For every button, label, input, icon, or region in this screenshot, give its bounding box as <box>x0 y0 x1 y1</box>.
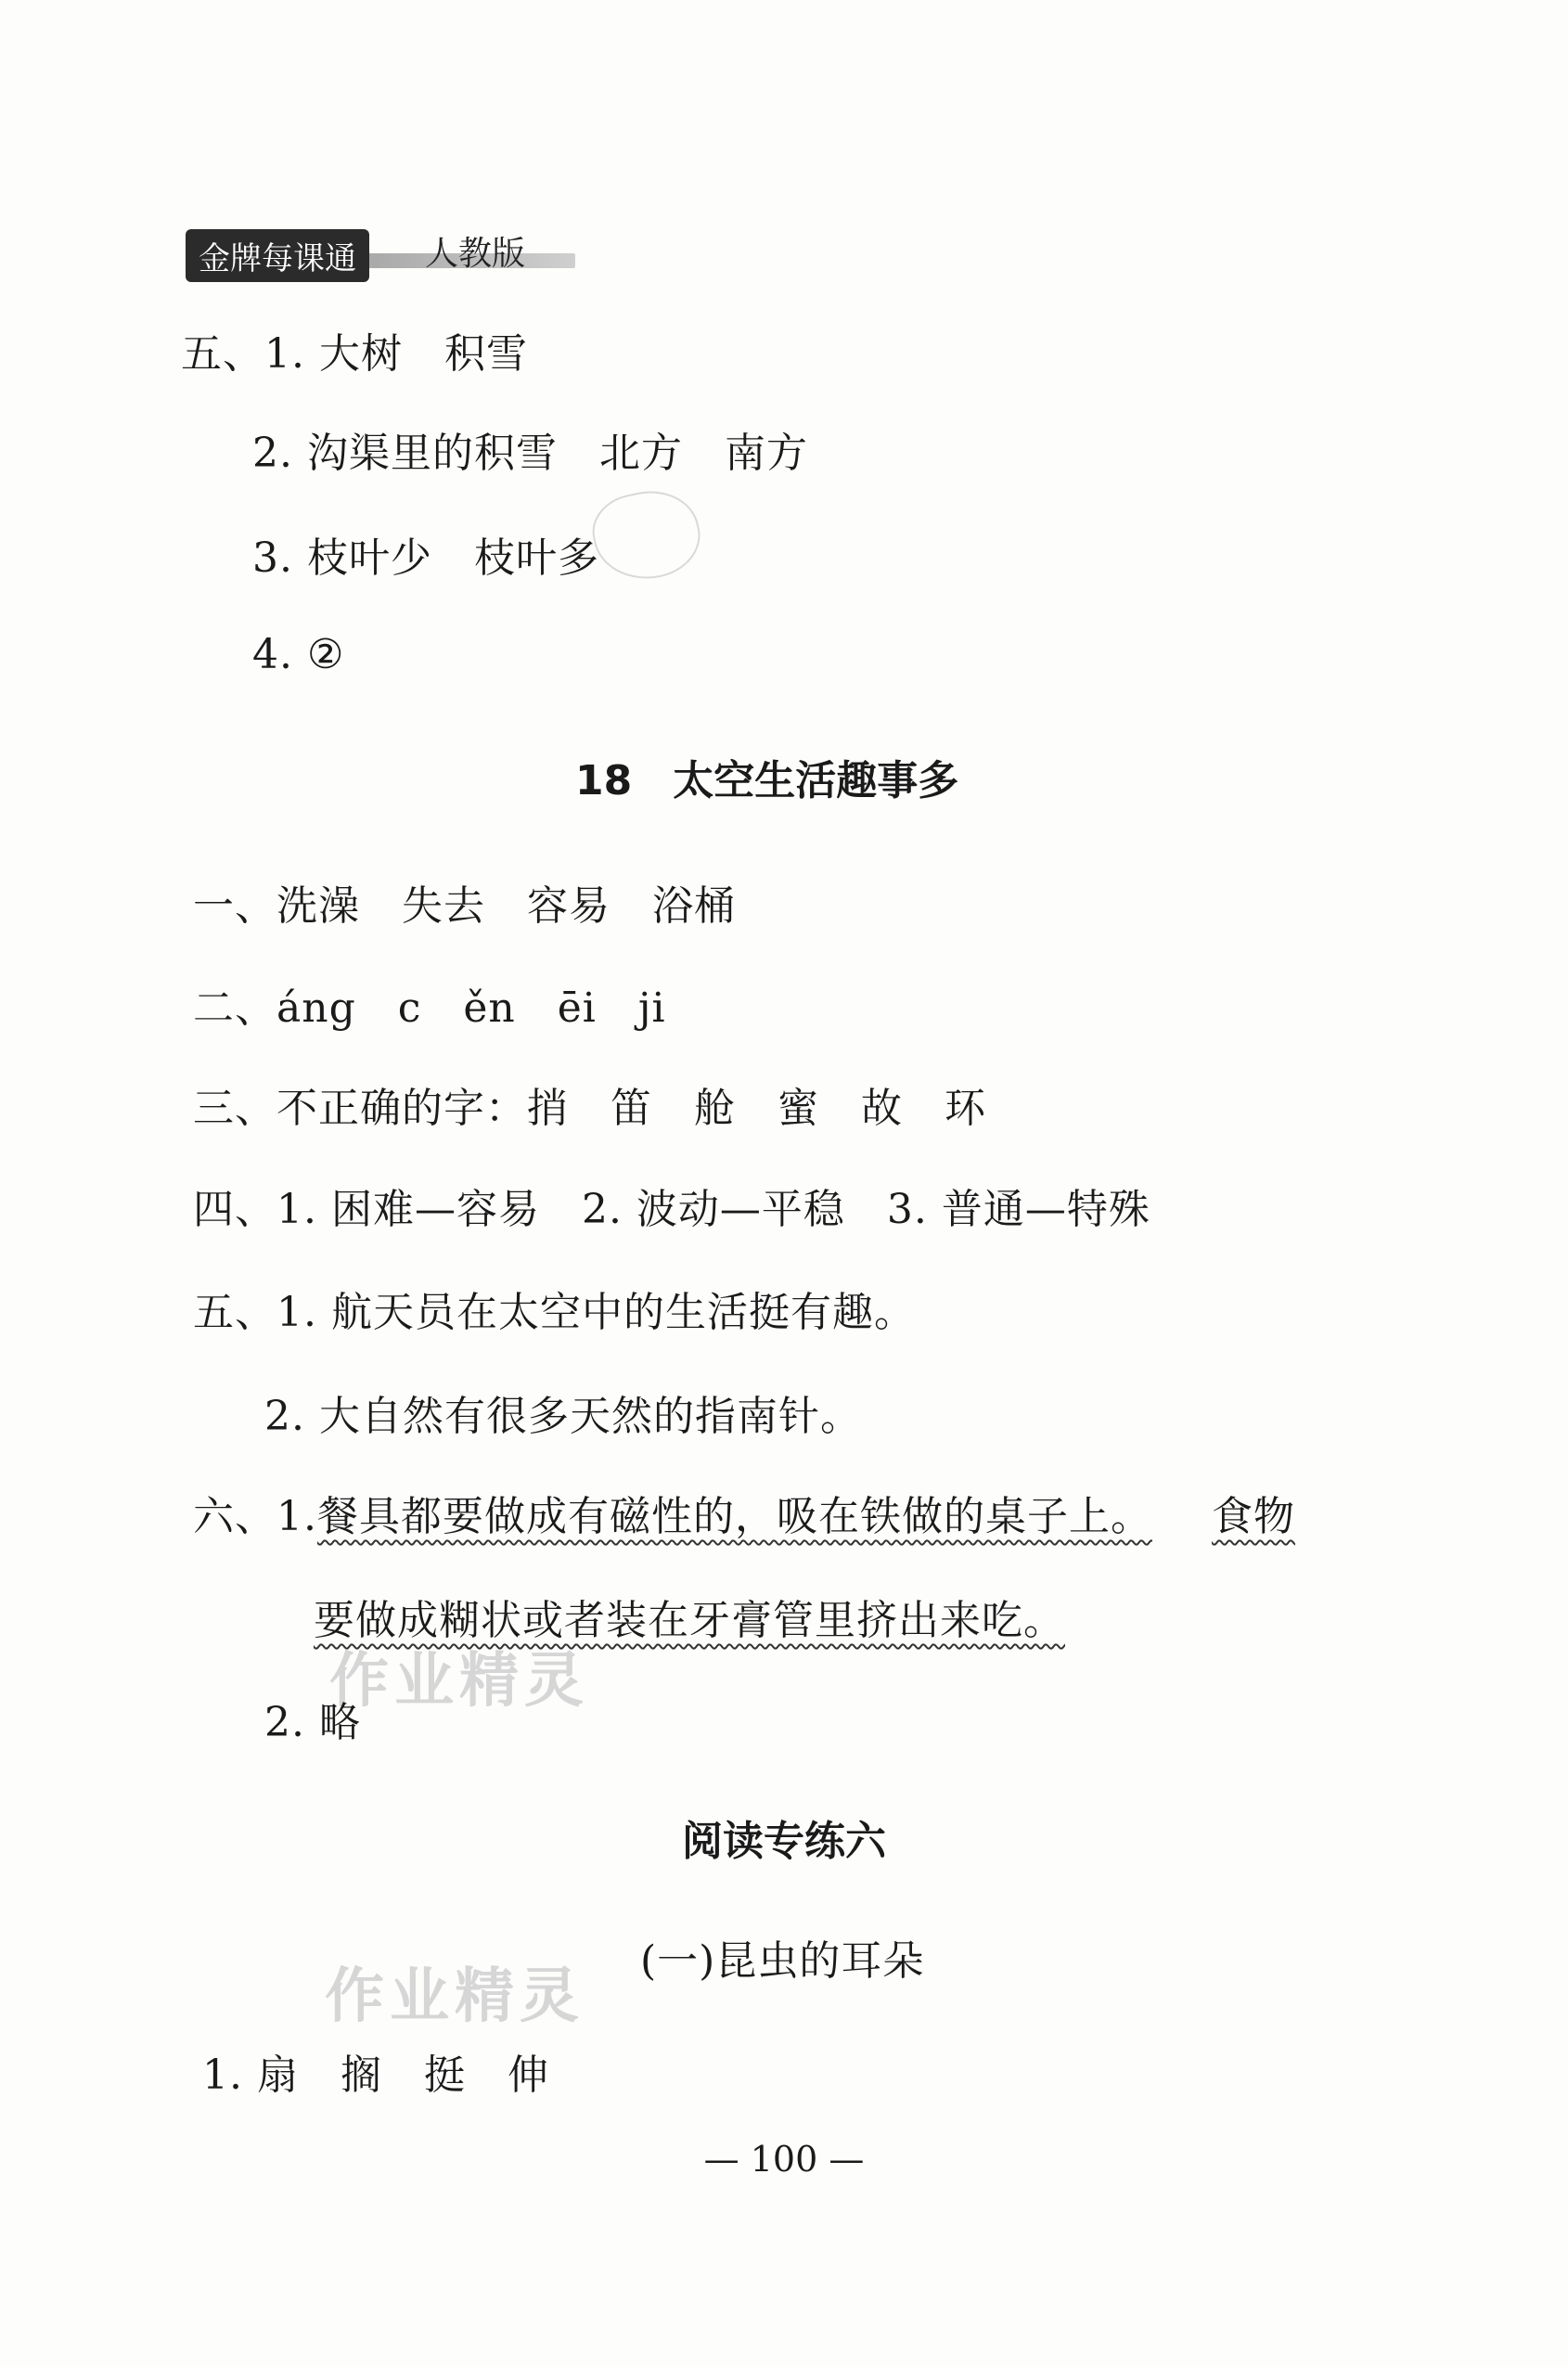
prev-q5-line-1: 五、1. 大树 积雪 <box>181 330 528 378</box>
lesson-title: 18 太空生活趣事多 <box>575 757 959 804</box>
answer-underlined-3: 要做成糊状或者装在牙膏管里挤出来吃。 <box>314 1597 1065 1644</box>
reading-q1: 1. 扇 搁 挺 伸 <box>202 2052 549 2099</box>
prev-q5-line-4: 4. ② <box>252 631 345 678</box>
lesson-q6-2: 2. 略 <box>264 1699 361 1746</box>
answer-underlined-1: 餐具都要做成有磁性的，吸在铁做的桌子上。 <box>316 1493 1152 1540</box>
lesson-q2: 二、áng c ěn ēi ji <box>193 984 666 1032</box>
lesson-q5-2: 2. 大自然有很多天然的指南针。 <box>264 1393 862 1440</box>
edition-label: 人教版 <box>425 235 526 273</box>
reading-subtitle: (一)昆虫的耳朵 <box>640 1937 925 1985</box>
page-number: — 100 — <box>703 2139 865 2180</box>
book-header <box>186 227 575 279</box>
lesson-q6-1: 六、1.餐具都要做成有磁性的，吸在铁做的桌子上。 食物 <box>193 1493 1295 1540</box>
answer-underlined-2: 食物 <box>1211 1493 1295 1540</box>
watermark: 作业精灵 <box>329 1647 589 1716</box>
lesson-q4: 四、1. 困难—容易 2. 波动—平稳 3. 普通—特殊 <box>193 1186 1150 1233</box>
prev-q5-line-2: 2. 沟渠里的积雪 北方 南方 <box>252 430 808 477</box>
watermark: 作业精灵 <box>325 1962 585 2031</box>
reading-title: 阅读专练六 <box>682 1818 886 1865</box>
lesson-q5-1: 五、1. 航天员在太空中的生活挺有趣。 <box>193 1289 916 1336</box>
lesson-q3: 三、不正确的字：捎 笛 舱 蜜 故 环 <box>193 1085 986 1132</box>
prev-q5-line-3: 3. 枝叶少 枝叶多 <box>252 534 599 582</box>
lesson-q1: 一、洗澡 失去 容易 浴桶 <box>193 882 736 930</box>
series-badge: 金牌每课通 <box>186 229 369 282</box>
homework-stamp <box>585 482 707 589</box>
